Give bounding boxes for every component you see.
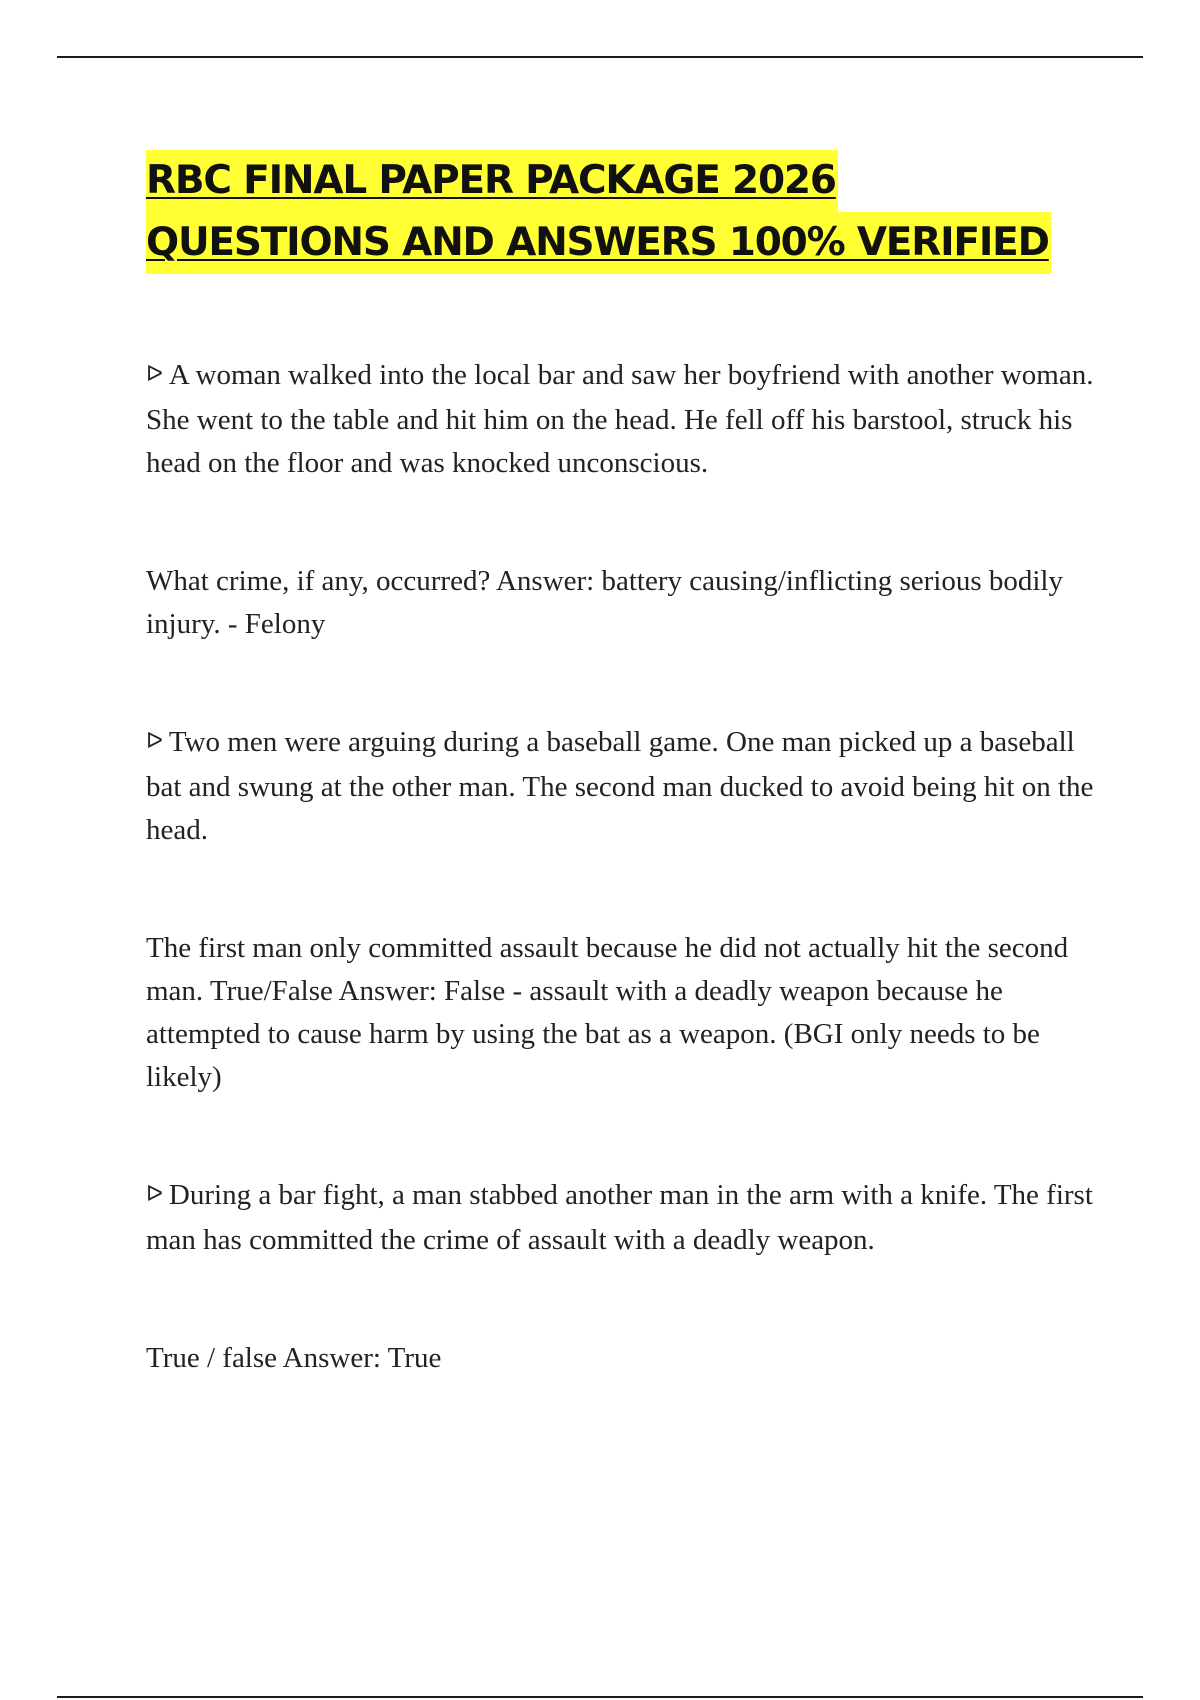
document-title — [146, 150, 1096, 274]
top-rule — [57, 56, 1143, 58]
answer-1: What crime, if any, occurred? Answer: battery causing/inflicting serious bodily injury. - Felony — [146, 565, 1063, 640]
answer-3: True / false Answer: True — [146, 1342, 442, 1374]
question-2-text: Two men were arguing during a baseball game. One man picked up a baseball bat and swung at the other man. The second man ducked to avoid being hit on the head. — [146, 726, 1094, 846]
question-1-text: A woman walked into the local bar and saw her boyfriend with another woman. She went to the table and hit him on the head. He fell off his barstool, struck his head on the floor and was knocked unconscious. — [146, 359, 1094, 479]
title-line-2: QUESTIONS AND ANSWERS 100% VERIFIED — [146, 212, 1051, 274]
question-2 — [146, 721, 1096, 852]
question-3 — [146, 1174, 1096, 1262]
arrow-bullet-icon: ᐅ — [146, 362, 163, 387]
document-body — [146, 150, 1096, 1380]
question-3-text: During a bar fight, a man stabbed another man in the arm with a knife. The first man has committed the crime of assault with a deadly weapon. — [146, 1179, 1093, 1256]
title-line-1: RBC FINAL PAPER PACKAGE 2026 — [146, 150, 838, 212]
bottom-rule — [57, 1696, 1143, 1698]
answer-2: The first man only committed assault because he did not actually hit the second man. True/False Answer: False - assault with a deadly weapon because he attempted to cause harm by using the bat as a weapon. (BGI only needs to be likely) — [146, 932, 1069, 1093]
arrow-bullet-icon: ᐅ — [146, 1182, 163, 1207]
question-1 — [146, 354, 1096, 485]
arrow-bullet-icon: ᐅ — [146, 729, 163, 754]
